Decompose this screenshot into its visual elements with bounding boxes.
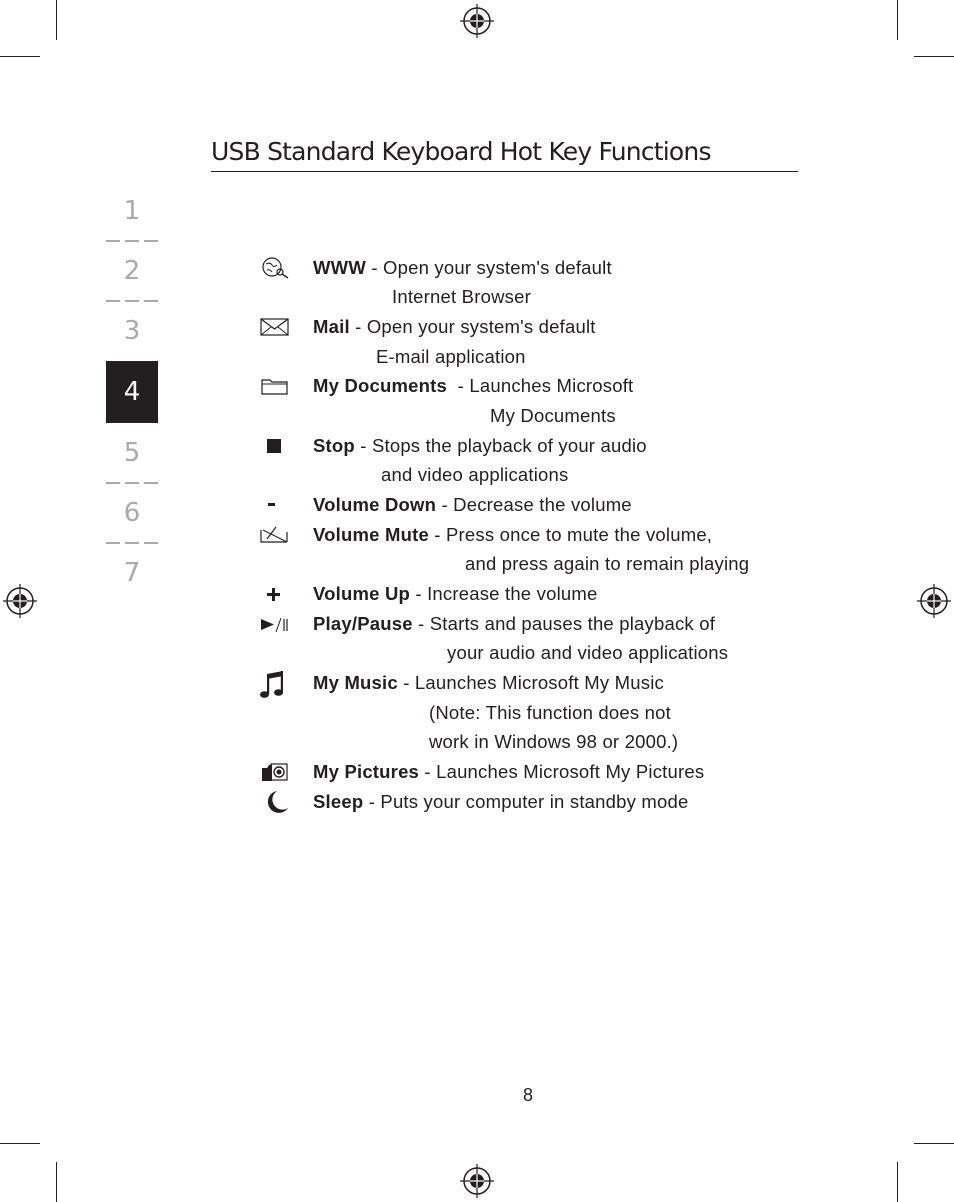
camera-pictures-icon (258, 760, 292, 784)
hotkey-description-continued: E-mail application (376, 346, 526, 367)
hotkey-description: - Open your system's default (365, 257, 612, 278)
list-item (313, 790, 689, 814)
hotkey-description-continued: (Note: This function does not (429, 702, 671, 723)
mute-icon (258, 523, 292, 547)
list-item (313, 434, 647, 458)
list-item (313, 256, 612, 280)
hotkey-description-continued: work in Windows 98 or 2000.) (429, 731, 679, 752)
list-item (313, 374, 633, 398)
hotkey-label: My Music (313, 672, 398, 693)
hotkey-label: Volume Up (313, 583, 411, 604)
crop-mark (0, 56, 40, 57)
hotkey-description: - Launches Microsoft My Music (397, 672, 664, 693)
registration-mark-icon (460, 4, 494, 38)
hotkey-label: Play/Pause (313, 613, 413, 634)
crop-mark (914, 1143, 954, 1144)
hotkey-description: - Launches Microsoft (446, 375, 634, 396)
list-item (313, 612, 715, 636)
registration-mark-icon (460, 1164, 494, 1198)
mail-envelope-icon (258, 315, 292, 339)
crop-mark (56, 0, 57, 40)
hotkey-description-continued: My Documents (490, 405, 616, 426)
crop-mark (897, 0, 898, 40)
crop-mark (56, 1162, 57, 1202)
registration-mark-icon (917, 584, 951, 618)
hotkey-description: - Decrease the volume (436, 494, 632, 515)
hotkey-description: - Puts your computer in standby mode (363, 791, 689, 812)
crop-mark (914, 56, 954, 57)
hotkey-label: My Documents (313, 375, 447, 396)
crop-mark (897, 1162, 898, 1202)
hotkey-label: Mail (313, 316, 350, 337)
hotkey-description: - Increase the volume (410, 583, 598, 604)
hotkey-description-continued: and video applications (381, 464, 569, 485)
hotkey-description: - Starts and pauses the playback of (412, 613, 716, 634)
list-item (313, 671, 664, 695)
chapter-tab-7[interactable]: 7 (123, 558, 141, 588)
hotkey-label: Sleep (313, 791, 364, 812)
globe-search-icon (258, 255, 292, 279)
folder-icon (258, 374, 292, 398)
hotkey-label: Volume Mute (313, 524, 429, 545)
list-item (313, 493, 632, 517)
list-item (313, 523, 712, 547)
registration-mark-icon (3, 584, 37, 618)
page-title: USB Standard Keyboard Hot Key Functions (211, 137, 798, 172)
chapter-tab-2[interactable]: 2 (123, 256, 141, 286)
crop-mark (0, 1143, 40, 1144)
chapter-tab-5[interactable]: 5 (123, 438, 141, 468)
minus-icon (258, 493, 292, 517)
hotkey-description-continued: your audio and video applications (447, 642, 729, 663)
crescent-moon-icon (258, 788, 292, 818)
hotkey-label: Volume Down (313, 494, 437, 515)
music-note-icon (256, 670, 290, 700)
hotkey-description: - Stops the playback of your audio (354, 435, 647, 456)
list-item (313, 582, 597, 606)
chapter-tab-1[interactable]: 1 (123, 196, 141, 226)
chapter-tab-3[interactable]: 3 (123, 316, 141, 346)
hotkey-description: - Open your system's default (349, 316, 596, 337)
plus-icon (258, 582, 292, 606)
hotkey-description: - Launches Microsoft My Pictures (419, 761, 705, 782)
hotkey-label: My Pictures (313, 761, 420, 782)
chapter-tab-4[interactable]: 4 (106, 361, 158, 423)
hotkey-label: WWW (313, 257, 366, 278)
chapter-tab-6[interactable]: 6 (123, 498, 141, 528)
list-item (313, 760, 704, 784)
hotkey-label: Stop (313, 435, 355, 456)
page-number: 8 (522, 1085, 533, 1105)
hotkey-description: - Press once to mute the volume, (428, 524, 713, 545)
stop-square-icon (258, 434, 292, 458)
hotkey-description-continued: Internet Browser (392, 286, 531, 307)
play-pause-icon (258, 612, 292, 636)
hotkey-description-continued: and press again to remain playing (465, 553, 750, 574)
list-item (313, 315, 596, 339)
